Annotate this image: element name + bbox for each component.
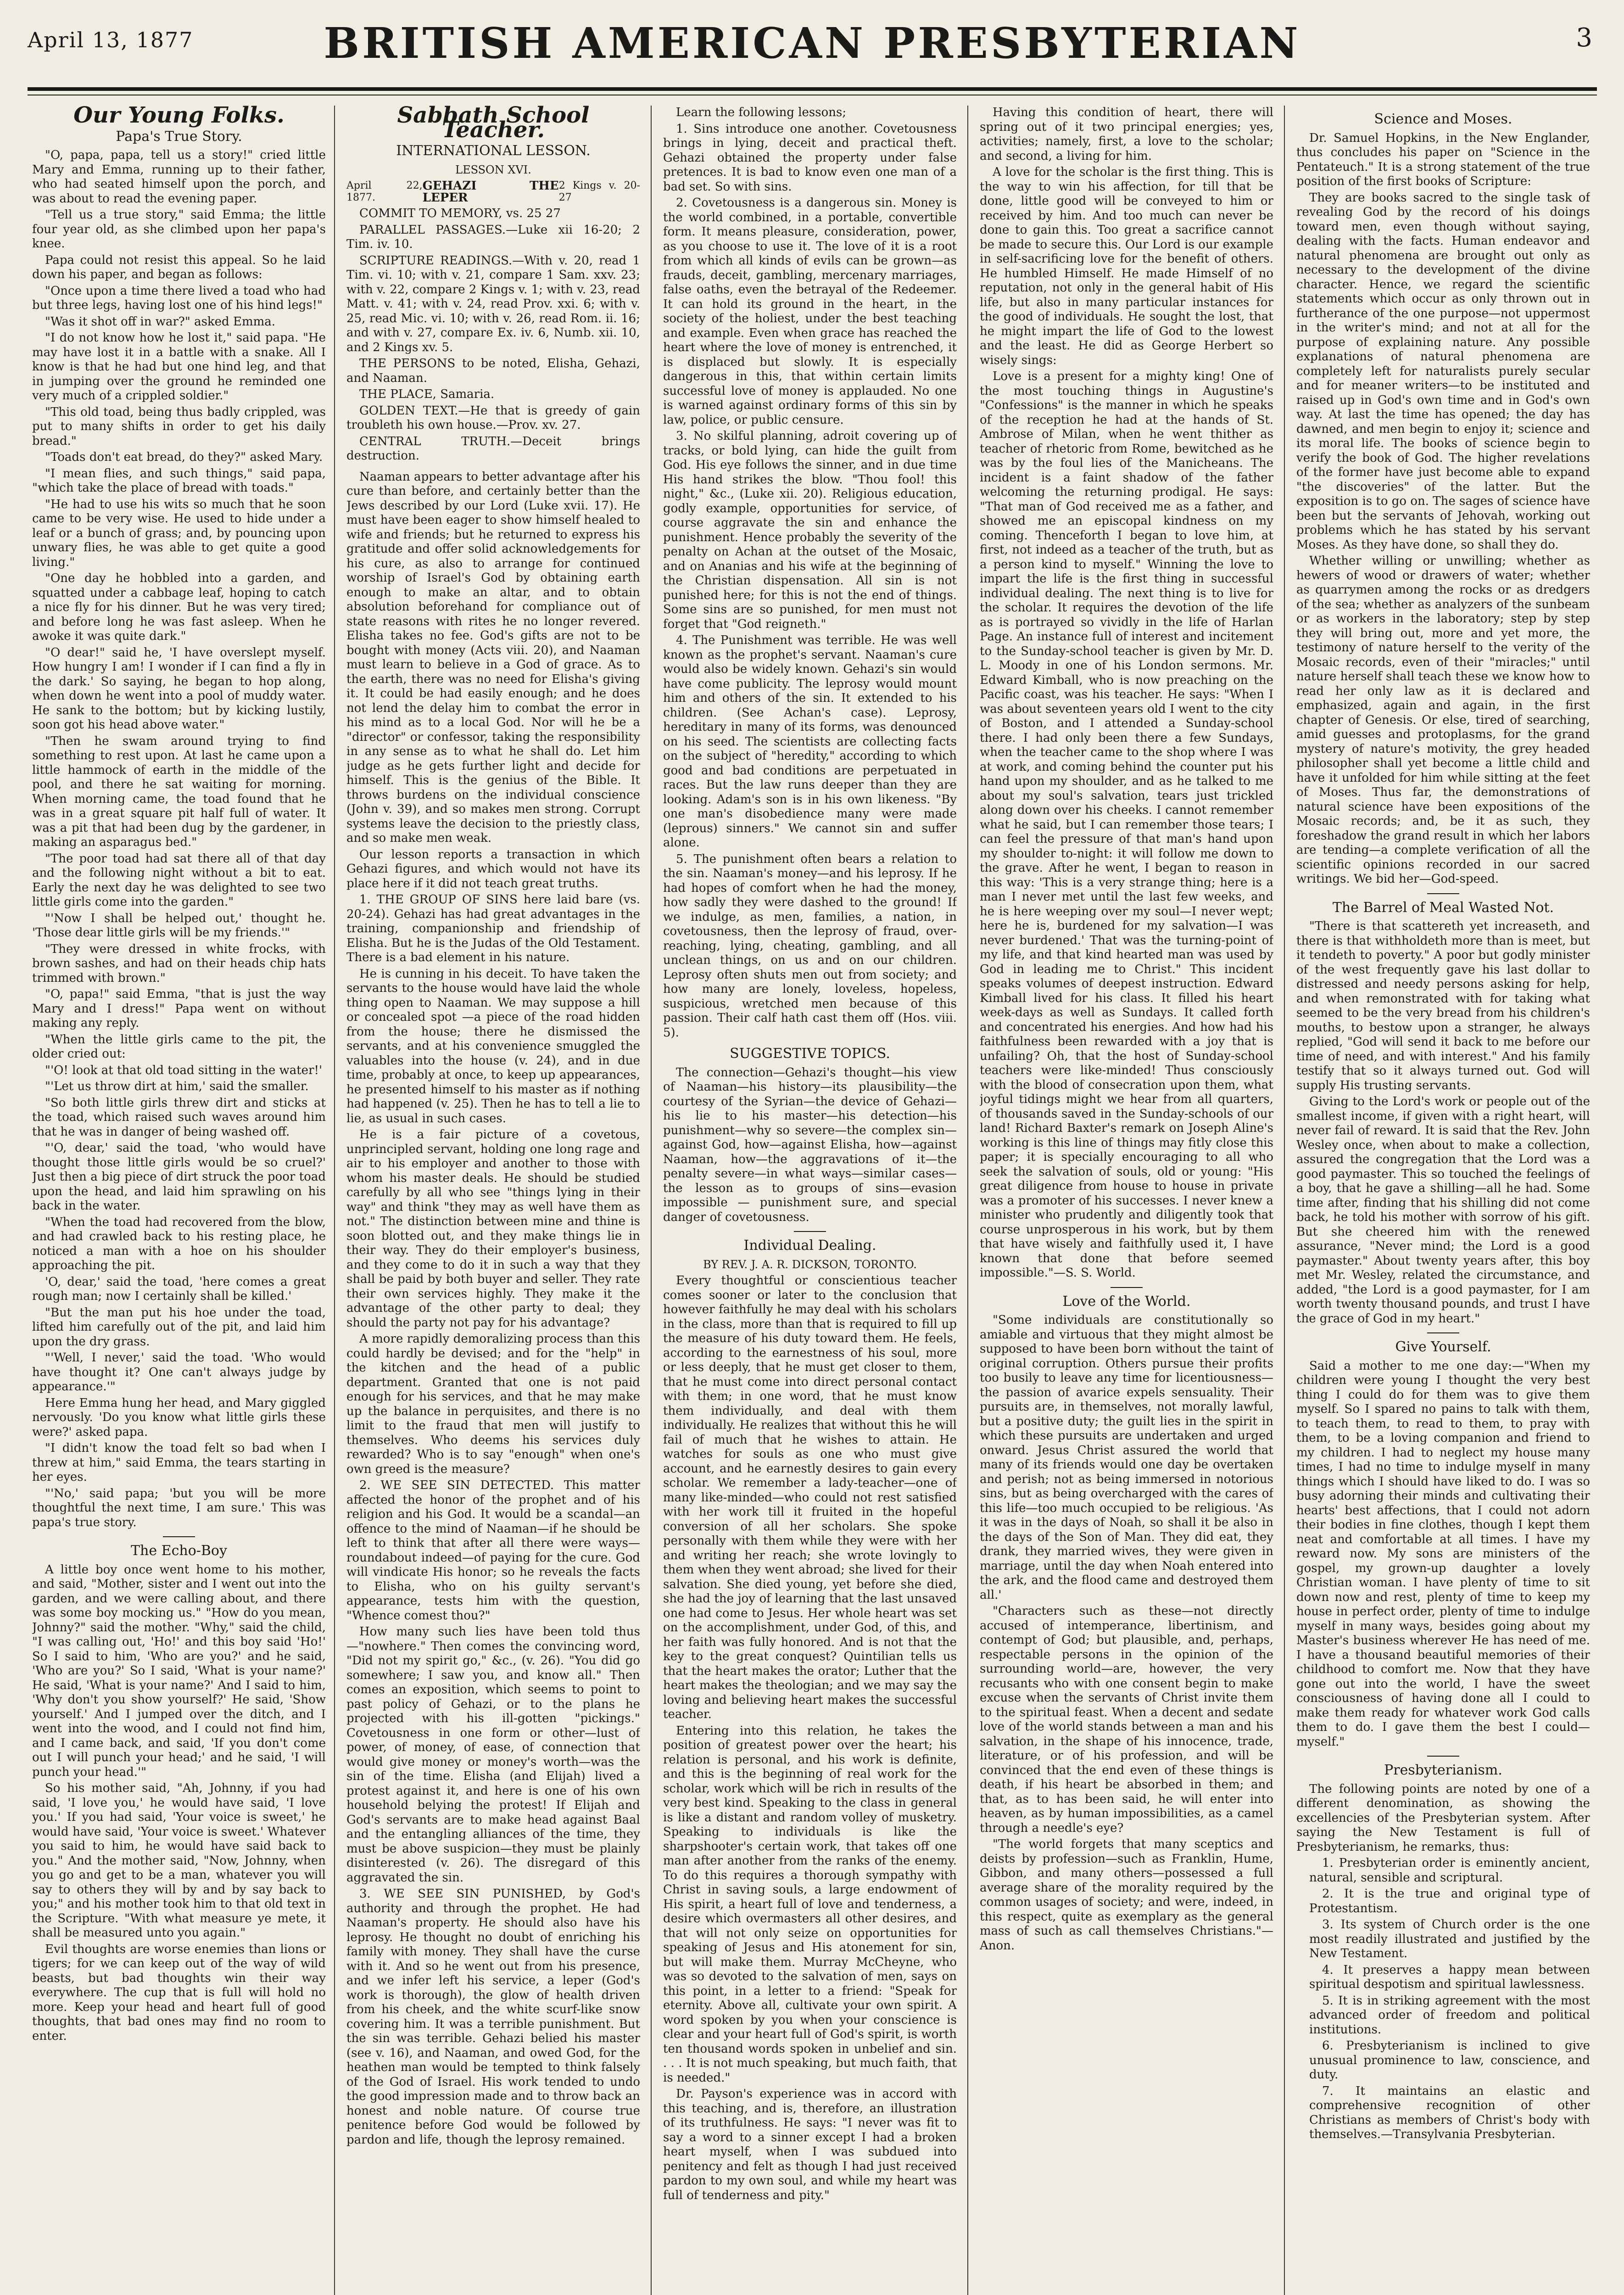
paragraph: "Toads don't eat bread, do they?" asked Mary. (45, 450, 323, 464)
article-body-papas-story (32, 148, 326, 1530)
paragraph: "'O! look at that old toad sitting in the water!' (45, 1063, 323, 1077)
paragraph: Every thoughtful or conscientious teacher comes sooner or later to the conclusion that however faithfully he may deal with his scholars in the class, more than that is required to fill up the measure of his duty toward them. He feels, according to the earnestness of his soul, more or less deeply, that he must get closer to them, that he must come into direct personal contact with them; in one word, that he must know them individually, and deal with them individually. He realizes that without this he will fail of much that he wishes to attain. He watches for souls as one who must give account, and he earnestly desires to gain every scholar. We remember a lady-teacher—one of many like-minded—who could not rest satisfied with her work till it fruited in the hopeful conversion of all her scholars. She spoke personally with them while they were with her and writing her reach; she wrote lovingly to them when they went abroad; she lived for their salvation. She died young, yet before she died, she had the joy of learning that the last unsaved one had come to Jesus. Her whole heart was set on the accomplishment, under God, of this, and her faith was fully honored. And is not that the key to the great conquest? Quintilian tells us that the heart makes the orator; Luther that the heart makes the theologian; and we may say the loving and believing heart makes the successful teacher. (663, 1274, 957, 1721)
article-body-echo-boy (32, 1563, 326, 2044)
newspaper-title: BRITISH AMERICAN PRESBYTERIAN (324, 18, 1301, 68)
paragraph: CENTRAL TRUTH.—Deceit brings destruction. (346, 434, 640, 463)
paragraph: Having this condition of heart, there will spring out of it two principal energies; yes, activities; namely, first, a love to the scholar; and second, a living for him. (980, 106, 1273, 163)
paragraph: 4. The Punishment was terrible. He was well known as the prophet's servant. Naaman's cure would also be widely known. Gehazi's sin would have come publicity. The leprosy would mount him and others of the sin. It extended to his children. (See Achan's case). Leprosy, hereditary in many of its forms, was denounced on his seed. The scientists are collecting facts on the subject of "heredity," according to which good and bad conditions are perpetuated in races. But the law runs deeper than they are looking. Adam's son is in his own likeness. "By one man's disobedience many were made (leprous) sinners." We cannot sin and suffer alone. (663, 633, 957, 850)
paragraph: 3. WE SEE SIN PUNISHED, by God's authority and through the prophet. He had Naaman's property. He should also have his leprosy. He thought no doubt of enriching his family with money. They shall have the curse with it. And so he went out from his presence, and we infer left his service, a leper (God's work is thorough), the glow of health driven from his cheek, and the white scurf-like snow covering him. It was a terrible punishment. But the sin was terrible. Gehazi belied his master (see v. 16), and Naaman, and owed God, for the heathen man would be tempted to think falsely of the God of Israel. His work tended to undo the good impression made and to throw back an honest and noble nature. Of course true penitence before God would be followed by pardon and life, though the leprosy remained. (346, 1887, 640, 2147)
paragraph: "'Let us throw dirt at him,' said the smaller. (45, 1080, 309, 1093)
paragraph: PARALLEL PASSAGES.—Luke xii 16-20; 2 Tim. iv. 10. (346, 223, 640, 251)
lesson-title: GEHAZI THE LEPER (422, 179, 559, 205)
paragraph: So his mother said, "Ah, Johnny, if you had said, 'I love you,' he would have said, 'I love you.' If you had said, 'Your voice is sweet,' he would have said, 'Your voice is sweet.' Whatever you said to him, he would have said back to you." And the mother said, "Now, Johnny, when you go and get to be a man, whatever you will say to others they will by and by say back to you;" and his mother took him to that old text in the Scripture. "With what measure ye mete, it shall be measured unto you again." (32, 1781, 326, 1940)
paragraph: Evil thoughts are worse enemies than lions or tigers; for we can keep out of the way of wild beasts, but bad thoughts win their way everywhere. The cup that is full will hold no more. Keep your head and heart full of good thoughts, that bad ones may find no room to enter. (32, 1942, 326, 2043)
suggestive-topics-text: The connection—Gehazi's thought—his view of Naaman—his history—its plausibility—the courtesy of the Syrian—the device of Gehazi—his lie to his master—his detection—his punishment—why so severe—the complex sin—against God, how—against Elisha, how—against Naaman, how—the aggravations of it—the penalty severe—in what ways—similar cases—the lesson as to groups of sins—evasion impossible — punishment sure, and special danger of covetousness. (663, 1065, 957, 1224)
suggestive-topics-title: SUGGESTIVE TOPICS. (730, 1046, 890, 1062)
paragraph: "O, papa!" said Emma, "that is just the way Mary and I dress!" Papa went on without making any reply. (32, 987, 326, 1030)
article-title-presbyterianism: Presbyterianism. (1384, 1762, 1502, 1778)
paragraph: Here Emma hung her head, and Mary giggled nervously. 'Do you know what little girls these were?' asked papa. (32, 1396, 326, 1439)
paragraph: "He had to use his wits so much that he soon came to be very wise. He used to hide under a leaf or a bunch of grass; and, by pouncing upon unwary flies, he was able to get quite a good living." (32, 497, 326, 569)
paragraph: A little boy once went home to his mother, and said, "Mother, sister and I went out into the garden, and we were calling about, and there was some boy mocking us." "How do you mean, Johnny?" said the mother. "Why," said the child, "I was calling out, 'Ho!' and this boy said 'Ho!' So I said to him, 'Who are you?' and he said, 'Who are you?' So I said, 'What is your name?' He said, 'What is your name?' And I said to him, 'Why don't you show yourself?' He said, 'Show yourself.' And I jumped over the ditch, and I went into the wood, and I could not find him, and I came back, and said, 'If you don't come out I will punch your head;' and he said, 'I will punch your head.'" (32, 1562, 326, 1779)
paragraph: 3. No skilful planning, adroit covering up of tracks, or bold lying, can hide the guilt from God. His eye follows the sinner, and in due time His hand strikes the blow. "Thou fool! this night," &c., (Luke xii. 20). Religious education, godly example, opportunities for service, of course aggravate the sin and enhance the punishment. Hence probably the severity of the penalty on Achan at the outset of the Mosaic, and on Ananias and his wife at the beginning of the Christian dispensation. All sin is not punished here; for this is not the end of things. Some sins are so punished, for men must not forget that "God reigneth." (663, 429, 957, 631)
paragraph: "O dear!" said he, 'I have overslept myself. How hungry I am! I wonder if I can find a fly in the dark.' So saying, he began to hop along, when down he went into a pool of muddy water. He sank to the bottom; but by kicking lustily, soon got his head above water." (32, 645, 326, 732)
paragraph: 1. Presbyterian order is eminently ancient, natural, sensible and scriptural. (1309, 1856, 1590, 1885)
paragraph: 2. Covetousness is a dangerous sin. Money is the world combined, in a portable, convertible form. It means pleasure, consideration, power, as you choose to use it. The love of it is a root from which all kinds of evils can be grown—as frauds, deceit, gambling, mercenary marriages, false oaths, even the betrayal of the Redeemer. It can hold its ground in the heart, in the society of the holiest, under the best teaching and example. Even when grace has reached the heart where the love of money is entrenched, it is displaced but slowly. It is especially dangerous in this, that within certain limits successful love of money is applauded. No one is warned against ordinary forms of this sin by law, police, or public censure. (663, 196, 957, 427)
article-title-individual-dealing: Individual Dealing. (743, 1237, 876, 1254)
byline: BY REV. J. A. R. DICKSON, TORONTO. (703, 1258, 917, 1271)
paragraph: 7. It maintains an elastic and comprehensive recognition of other Christians as members of Christ's body with themselves.—Transylvania Presbyterian. (1309, 2084, 1590, 2141)
lesson-intro (346, 207, 640, 464)
paragraph: Whether willing or unwilling; whether as hewers of wood or drawers of water; whether as quarrymen among the rocks or as dredgers of the sea; whether as analyzers of the sunbeam or as workers in the laboratory; step by step they will bring out, more and yet more, the testimony of nature herself to the verity of the Mosaic records, even of their "miracles;" until nature herself shall teach these we know how to read her only law as it is declared and emphasized, again and again, in the first chapter of Genesis. Or else, tired of searching, amid guesses and protoplasms, for the grand mystery of nature's motivity, the grey headed philosopher shall yet become a little child and have it unfolded for him while sitting at the feet of Moses. Thus far, the demonstrations of natural science have been expositions of the Mosaic records; and, be it as such, they foreshadow the grand result in which her labors are tending—a complete verification of all the scientific opinions recorded in our sacred writings. We bid her—God-speed. (1296, 554, 1590, 886)
paragraph: "But the man put his hoe under the toad, lifted him carefully out of the pit, and laid him upon the dry grass. (32, 1305, 326, 1349)
lesson-lessons (663, 106, 957, 1040)
column-5 (1296, 106, 1590, 2295)
column-1 (32, 106, 326, 2295)
paragraph: How many such lies have been told thus—"nowhere." Then comes the convincing word, "Did not my spirit go," &c., (v. 26). "You did go somewhere; I saw you, and know all." Then comes an exposition, which seems to point to past policy of Gehazi, or to the plans he projected with his ill-gotten "pickings." Covetousness in one form or other—lust of power, of money, of ease, of connection that would give money or money's worth—was the sin of the time. Elisha (and Elijah) lived a protest against it, and here is one of his own household belying the protest! If Elijah and God's servants are to make head against Baal and the entangling alliances of the time, they must be above suspicion—they must be plainly disinterested (v. 26). The disregard of this aggravated the sin. (346, 1625, 640, 1885)
paragraph: 2. It is the true and original type of Protestantism. (1309, 1887, 1590, 1915)
paragraph: "There is that scattereth yet increaseth, and there is that withholdeth more than is meet, but it tendeth to poverty." A poor but godly minister of the west frequently gave his last dollar to distressed and needy persons asking for help, and when remonstrated with for taking what seemed to be the very bread from his children's mouths, to bestow upon a stranger, he always replied, "God will send it back to me before our time of need, and with interest." And his family testify that so it always turned out. God will supply His trusting servants. (1296, 919, 1590, 1092)
paragraph: "O, papa, papa, tell us a story!" cried little Mary and Emma, running up to their father, who had seated himself upon the porch, and was about to read the evening paper. (32, 148, 326, 206)
column-rule (1284, 106, 1285, 2295)
paragraph: Papa could not resist this appeal. So he laid down his paper, and began as follows: (32, 253, 326, 281)
paragraph: 5. It is in striking agreement with the most advanced order of freedom and political institutions. (1309, 1993, 1590, 2037)
paragraph: 5. The punishment often bears a relation to the sin. Naaman's money—and his leprosy. If he had hopes of comfort when he had the money, how sadly they were dashed to the ground! If we indulge, as men, families, a nation, in covetousness, then the leprosy of fraud, over-reaching, lying, cheating, gambling, and all unclean things, on us and on our children. Leprosy often shuts men out from society; and how many are lonely, loveless, hopeless, suspicious, wretched men because of this passion. Their calf hath cast them off (Hos. viii. 5). (663, 852, 957, 1040)
paragraph: "'Well, I never,' said the toad. 'Who would have thought it? One can't always judge by appearance.'" (32, 1351, 326, 1394)
paragraph: "When the toad had recovered from the blow, and had crawled back to his resting place, he noticed a man with a hoe on his shoulder approaching the pit. (32, 1215, 326, 1272)
page-number: 3 (1576, 23, 1592, 53)
column-2 (346, 106, 640, 2295)
paragraph: "Once upon a time there lived a toad who had but three legs, having lost one of his hind legs!" (32, 284, 326, 312)
paragraph: "They were dressed in white frocks, with brown sashes, and had on their heads chip hats trimmed with brown." (32, 942, 326, 985)
paragraph: THE PLACE, Samaria. (359, 387, 495, 401)
column-rule (334, 106, 335, 2295)
paragraph: COMMIT TO MEMORY, vs. 25 27 (359, 207, 561, 220)
paragraph: "I didn't know the toad felt so bad when I threw at him," said Emma, the tears starting in her eyes. (32, 1441, 326, 1484)
paragraph: "Some individuals are constitutionally so amiable and virtuous that they might almost be supposed to have been born without the taint of original corruption. Others pursue their profits too busily to leave any time for licentiousness—the passion of avarice expels sensuality. Their pursuits are, in themselves, not morally lawful, but a positive duty; the guilt lies in the spirit in which these pursuits are undertaken and urged onward. Jesus Christ assured the world that many of its friends would one day be overtaken and perish; not as being immersed in notorious sins, but as being overcharged with the cares of this life—too much occupied to be religious. 'As it was in the days of Noah, so shall it be also in the days of the Son of Man. They did eat, they drank, they married wives, they were given in marriage, until the day when Noah entered into the ark, and the flood came and destroyed them all.' (980, 1313, 1273, 1602)
article-body-love-of-world (980, 1313, 1273, 1953)
section-title-young-folks: Our Young Folks. (73, 106, 285, 128)
lesson-reference: 2 Kings v. 20-27 (558, 180, 640, 203)
divider (163, 1536, 195, 1537)
divider (1427, 893, 1459, 894)
paragraph: Entering into this relation, he takes the position of greatest power over the heart; his relation is personal, and his work is definite, and this is the beginning of real work for the scholar, work which will be rich in results of the very best kind. Speaking to the class in general is like a distant and random volley of musketry. Speaking to individuals is like the sharpshooter's certain work, that takes off one man after another from the ranks of the enemy. To do this requires a thorough sympathy with Christ in saving souls, a large endowment of His spirit, a heart full of love and tenderness, a desire which overmasters all other desires, and that will not only seize on opportunities for speaking of Jesus and His atonement for sin, but will make them. Murray McCheyne, who was so devoted to the salvation of men, says on this point, in a letter to a friend: "Speak for eternity. Above all, cultivate your own spirit. A word spoken by you when your conscience is clear and your heart full of God's spirit, is worth ten thousand words spoken in unbelief and sin. . . . It is not much speaking, but much faith, that is needed." (663, 1724, 957, 2085)
paragraph: "I mean flies, and such things," said papa, "which take the place of bread with toads." (32, 466, 326, 495)
divider (1427, 1332, 1459, 1333)
paragraph: "So both little girls threw dirt and sticks at the toad, which raised such waves around him that he was in danger of being washed off. (32, 1096, 326, 1139)
paragraph: SCRIPTURE READINGS.—With v. 20, read 1 Tim. vi. 10; with v. 21, compare 1 Sam. xxv. 23; with v. 22, compare 2 Kings v. 1; with v. 23, read Matt. v. 41; with v. 24, read Prov. xxi. 6; with v. 25, read Mic. vi. 10; with v. 26, read Rom. ii. 16; and with v. 27, compare Ex. iv. 6, Numb. xii. 10, and 2 Kings xv. 5. (346, 253, 640, 354)
paragraph: "Was it shot off in war?" asked Emma. (45, 314, 276, 329)
paragraph: A more rapidly demoralizing process than this could hardly be devised; and for the "help" in the kitchen and the head of a public department. Granted that one is not paid enough for his services, and that he may make up the balance in perquisites, and there is no limit to the fraud that men will justify to themselves. Who deems his services duly rewarded? Who is to say "enough" when one's own greed is the measure? (346, 1332, 640, 1476)
paragraph: "Tell us a true story," said Emma; the little four year old, as she climbed upon her papa's knee. (32, 208, 326, 251)
paragraph: 4. It preserves a happy mean between spiritual despotism and spiritual lawlessness. (1309, 1963, 1590, 1991)
column-4 (980, 106, 1273, 2295)
paragraph: Said a mother to me one day:—"When my children were young I thought the very best thing I could do for them was to give them myself. So I spared no pains to talk with them, to teach them, to read to them, to pray with them, to be a loving companion and friend to my children. I had to neglect my house many times, I had no time to indulge myself in many things which I should have liked to do. I was so busy adorning their minds and cultivating their hearts' best affections, that I could not adorn their bodies in fine clothes, though I kept them neat and comfortable at all times. I have my reward now. My sons are ministers of the gospel, my grown-up daughter a lovely Christian woman. I have plenty of time to sit down now and rest, plenty of time to keep my house in perfect order, plenty of time to indulge myself in many ways, besides going about my Master's business wherever He has need of me. I have a thousand beautiful memories of their childhood to comfort me. Now that they have gone out into the world, I have the sweet consciousness of having done all I could to make them ready for whatever work God calls them to do. I gave them the best I could—myself." (1296, 1359, 1590, 1749)
paragraph: "Then he swam around trying to find something to rest upon. At last he came upon a little hammock of earth in the middle of the pool, and there he sat waiting for morning. When morning came, the toad found that he was in a great square pit half full of water. It was a pit that had been dug by the gardener, in making an asparagus bed." (32, 734, 326, 849)
paragraph: They are books sacred to the single task of revealing God by the record of his doings toward men, even though without saying, dealing with the facts. Human endeavor and natural phenomena are brought out only as necessary to the development of the divine character. Hence, we regard the scientific statements which occur as only thrown out in furtherance of the one purpose—not uppermost in the writer's mind; and not at all for the purpose of explaining nature. Any possible explanations of natural phenomena are completely left for naturalists purely secular and for meaner writers—to be instituted and raised up in God's own time and in God's own way. At last the time has opened; the day has dawned, and men begin to enjoy it; science and its moral life. The books of science begin to verify the book of God. The higher revelations of the former have just become able to expand "the discoveries" of the latter. But the exposition is to go on. The sages of science have been but the servants of Jehovah, working out problems which he has stated by his servant Moses. As they have done, so shall they do. (1296, 190, 1590, 552)
paragraph: "The world forgets that many sceptics and deists by profession—such as Franklin, Hume, Gibbon, and many others—possessed a full average share of the morality required by the common usages of society; and were, indeed, in this respect, quite as exemplary as the general mass of such as call themselves Christians."—Anon. (980, 1837, 1273, 1953)
article-title-love-of-world: Love of the World. (1062, 1293, 1191, 1310)
paragraph: Love is a present for a mighty king! One of the most touching things in Augustine's "Confessions" is the manner in which he speaks of the reception he had at the hands of St. Ambrose of Milan, when he went thither as teacher of rhetoric from Rome, bewitched as he was by the foul lies of the Manicheans. The incident is a faint shadow of the father welcoming the returning prodigal. He says: "That man of God received me as a father, and showed me an episcopal kindness on my coming. Thenceforth I began to love him, at first, not indeed as a teacher of the truth, but as a person kind to myself." Winning the love to impart the life is the first thing in successful individual dealing. The next thing is to live for the scholar. It requires the devotion of the life as is portrayed so vividly in the life of Harlan Page. An instance full of interest and incitement to the Sunday-school teacher is given by Mr. D. L. Moody in one of his London sermons. Mr. Edward Kimball, who is now preaching on the Pacific coast, was his teacher. He says: "When I was about seventeen years old I went to the city of Boston, and I attended a Sunday-school there. I had only been there a few Sundays, when the teacher came to the shop where I was at work, and coming behind the counter put his hand upon my shoulder, and as he talked to me about my soul's salvation, tears just trickled along down over his cheeks. I cannot remember what he said, but I can remember those tears; I can feel the pressure of that man's hand upon my shoulder to-night: it will follow me down to the grave. After he went, I began to reason in this way: 'This is a very strange thing; here is a man I never met until the last few weeks, and he is here weeping over my soul—I never wept; here he is, burdened for my salvation—I was never burdened.' That was the turning-point of my life, and that kind hearted man was used by God in leading me to Christ." This incident speaks volumes of deepest instruction. Edward Kimball lived for his class. It filled his heart week-days as well as Sundays. It called forth and concentrated his energies. And how had his faithfulness been rewarded with a joy that is unfailing? Oh, that the host of Sunday-school teachers were like-minded! Thus consciously with the blood of consecration upon them, what joyful tidings might we hear from all quarters, of thousands saved in the Sunday-schools of our land! Richard Baxter's remark on Joseph Aline's working is this line of things may fitly close this paper; it is specially encouraging to all who seek the salvation of souls, old or young: "His great diligence from house to house in private was a promoter of his successes. I never knew a minister who prudently and diligently took that course unprosperous in his work, but by them that have wisely and faithfully used it, I have known that done that before seemed impossible."—S. S. World. (980, 369, 1273, 1280)
paragraph: 3. Its system of Church order is the one most readily illustrated and justified by the New Testament. (1309, 1918, 1590, 1960)
paragraph: A love for the scholar is the first thing. This is the way to win his affection, for till that be done, little good will be conveyed to him or received by him. And too much can never be done to gain this. Too great a sacrifice cannot be made to secure this. Our Lord is our example in self-sacrificing love for the benefit of others. He humbled Himself. He made Himself of no reputation, not only in the general habit of His life, but also in many particular instances for the good of individuals. He sought the lost, that he might impart the life of God to the lowest and the least. He did as George Herbert so wisely sings: (980, 165, 1273, 367)
paragraph: "Characters such as these—not directly accused of intemperance, libertinism, and contempt of God; but plausible, and, perhaps, respectable persons in the opinion of the surrounding world—are, however, the very recusants who with one consent begin to make excuse when the servants of Christ invite them to the spiritual feast. When a decent and sedate love of the world stands between a man and his salvation, in the shape of his innocence, trade, literature, or of his profession, and will be convinced that the end even of these things is death, if his heart be absorbed in them; and that, as to has been said, he will enter into heaven, as by human impossibilities, as a camel through a needle's eye? (980, 1604, 1273, 1835)
article-body-continued (980, 106, 1273, 1281)
article-body-science-moses (1296, 131, 1590, 887)
paragraph: 6. Presbyterianism is inclined to give unusual prominence to law, conscience, and duty. (1309, 2039, 1590, 2082)
paragraph: He is a fair picture of a covetous, unprincipled servant, holding one long rage and air to his employer and another to those with whom his master deals. He should be studied carefully by all who see "things lying in their way" and think "they may as well have them as not." The distinction between mine and thine is soon blotted out, and they make things lie in their way. They do their employer's business, and they come to do it in such a way that they shall be paid by both buyer and seller. They rate their own services highly. They make it the advantage of the other party to deal; they should the party not pay for his advantage? (346, 1128, 640, 1330)
paragraph: 'O, dear,' said the toad, 'here comes a great rough man; now I certainly shall be killed.' (32, 1275, 326, 1303)
section-title-sabbath-school: Sabbath School Teacher. (397, 106, 590, 143)
paragraph: 1. THE GROUP OF SINS here laid bare (vs. 20-24). Gehazi has had great advantages in the training, companionship and friendship of Elisha. But he is the Judas of the Old Testament. There is a bad element in his nature. (346, 893, 640, 964)
paragraph: GOLDEN TEXT.—He that is greedy of gain troubleth his own house.—Prov. xv. 27. (346, 403, 640, 432)
paragraph: "This old toad, being thus badly crippled, was put to many shifts in order to get his daily bread." (32, 405, 326, 448)
column-3 (663, 106, 957, 2295)
divider (1111, 1287, 1143, 1288)
presbyterianism-intro: The following points are noted by one of a different denomination, as showing the excellencies of the Presbyterian system. After saying the New Testament is full of Presbyterianism, he remarks, thus: (1296, 1782, 1590, 1854)
presbyterianism-points (1296, 1856, 1590, 2142)
lesson-heading: INTERNATIONAL LESSON. (396, 143, 591, 159)
lesson-body (346, 470, 640, 2148)
paragraph: "'No,' said papa; 'but you will be more thoughtful the next time, I am sure.' This was papa's true story. (32, 1486, 326, 1529)
paragraph: Dr. Samuel Hopkins, in the New Englander, thus concludes his paper on "Science in the Pentateuch." It is a strong statement of the true position of the first books of Scripture: (1296, 131, 1590, 188)
paragraph: 2. WE SEE SIN DETECTED. This matter affected the honor of the prophet and of his religion and his God. It would be a scandal—an offence to the mind of Naaman—if he should be left to think that after all there were ways—roundabout indeed—of paying for the cure. God will vindicate His honor; so he reveals the facts to Elisha, who on his guilty servant's appearance, tests him with the question, "Whence comest thou?" (346, 1478, 640, 1623)
paragraph: "The poor toad had sat there all of that day and the following night without a bit to eat. Early the next day he was delighted to see two little girls come into the garden." (32, 851, 326, 909)
masthead-rule (28, 87, 1597, 91)
paragraph: 1. Sins introduce one another. Covetousness brings in lying, deceit and practical theft. Gehazi obtained the property under false pretences. It is bad to know even one man of a bad set. So with sins. (663, 122, 957, 194)
lesson-number: LESSON XVI. (455, 163, 531, 176)
masthead (28, 18, 1597, 83)
divider (1427, 1756, 1459, 1757)
paragraph: THE PERSONS to be noted, Elisha, Gehazi, and Naaman. (346, 357, 640, 385)
paragraph: Our lesson reports a transaction in which Gehazi figures, and which would not have its place here if it did not teach great truths. (346, 847, 640, 890)
divider (794, 1231, 826, 1232)
paragraph: Giving to the Lord's work or people out of the smallest income, if given with a right heart, will never fail of reward. It is said that the Rev. John Wesley once, when about to make a collection, assured the congregation that the Lord was a good paymaster. This so touched the feelings of a boy, that he gave a shilling—all he had. Some time after, finding that his shilling did not come back, he told his mother with sorrow of his gift. But she cheered him with the renewed assurance, "Never mind; the Lord is a good paymaster." About twenty years after, this boy met Mr. Wesley, related the circumstance, and added, "the Lord is a good paymaster, for I am worth twenty thousand pounds, and trust I have the grace of God in my heart." (1296, 1095, 1590, 1326)
lesson-date: April 22, 1877. (346, 180, 423, 203)
lesson-header-row (346, 180, 640, 204)
paragraph: Dr. Payson's experience was in accord with this teaching, and is, therefore, an illustration of its truthfulness. He says: "I never was fit to say a word to a sinner except I had a broken heart myself, when I was subdued into penitency and felt as though I had just received pardon to my own soul, and while my heart was full of tenderness and pity." (663, 2087, 957, 2202)
paragraph: Naaman appears to better advantage after his cure than before, and certainly better than the Jews described by our Lord (Luke xvii. 17). He must have been eager to show himself healed to wife and friends; but he returned to express his gratitude and offer solid acknowledgements for his cure, as also to arrange for continued worship of Israel's God by obtaining earth enough to make an altar, and to obtain absolution beforehand for compliance out of state reasons with rites he no longer revered. Elisha takes no fee. God's gifts are not to be bought with money (Acts viii. 20), and Naaman must learn to believe in a God of grace. As to the earth, there was no need for Elisha's giving it. It could be had easily enough; and he does not lend the delay him to combat the error in his mind as to a local God. Nor will he be a "director" or confessor, taking the responsibility in any sense as to what he shall do. Let him judge as he gets further light and decide for himself. This is the genius of the Bible. It throws burdens on the individual conscience (John v. 39), and so makes men strong. Corrupt systems leave the decision to the priestly class, and so make men weak. (346, 470, 640, 845)
article-body-individual-dealing (663, 1274, 957, 2203)
paragraph: "One day he hobbled into a garden, and squatted under a cabbage leaf, hoping to catch a nice fly for his dinner. But he was very tired; and before long he was fast asleep. When he awoke it was quite dark." (32, 571, 326, 643)
paragraph: "'Now I shall be helped out,' thought he. 'Those dear little girls will be my friends.'" (32, 911, 326, 940)
article-title-science-moses: Science and Moses. (1374, 111, 1512, 127)
paragraph: "I do not know how he lost it," said papa. "He may have lost it in a battle with a snake. All I know is that he had but one hind leg, and that in jumping over the ground he reminded one very much of a crippled soldier." (32, 331, 326, 403)
issue-date: April 13, 1877 (28, 28, 194, 52)
paragraph: "'O, dear,' said the toad, 'who would have thought those little girls would be so cruel?' Just then a big piece of dirt struck the poor toad upon the head, and laid him sprawling on his back in the water. (32, 1141, 326, 1213)
article-title-give-yourself: Give Yourself. (1395, 1339, 1491, 1355)
paragraph: "When the little girls came to the pit, the older cried out: (32, 1032, 326, 1061)
article-title-barrel-of-meal: The Barrel of Meal Wasted Not. (1332, 899, 1554, 916)
article-title-papas-story: Papa's True Story. (116, 128, 242, 145)
article-title-echo-boy: The Echo-Boy (131, 1543, 227, 1559)
article-body-give-yourself (1296, 1359, 1590, 1750)
column-rule (651, 106, 652, 2295)
article-body-barrel-of-meal (1296, 919, 1590, 1326)
column-rule (967, 106, 968, 2295)
paragraph: He is cunning in his deceit. To have taken the servants to the house would have laid the whole thing open to Naaman. We may suppose a hill or concealed spot —a piece of the road hidden from the house; there he dismissed the servants, and at his convenience smuggled the valuables into the house (v. 24), and in due time, probably at once, to keep up appearances, he presented himself to his master as if nothing had happened (v. 25). Then he has to tell a lie to lie, as usual in such cases. (346, 967, 640, 1125)
paragraph: Learn the following lessons; (676, 106, 847, 119)
